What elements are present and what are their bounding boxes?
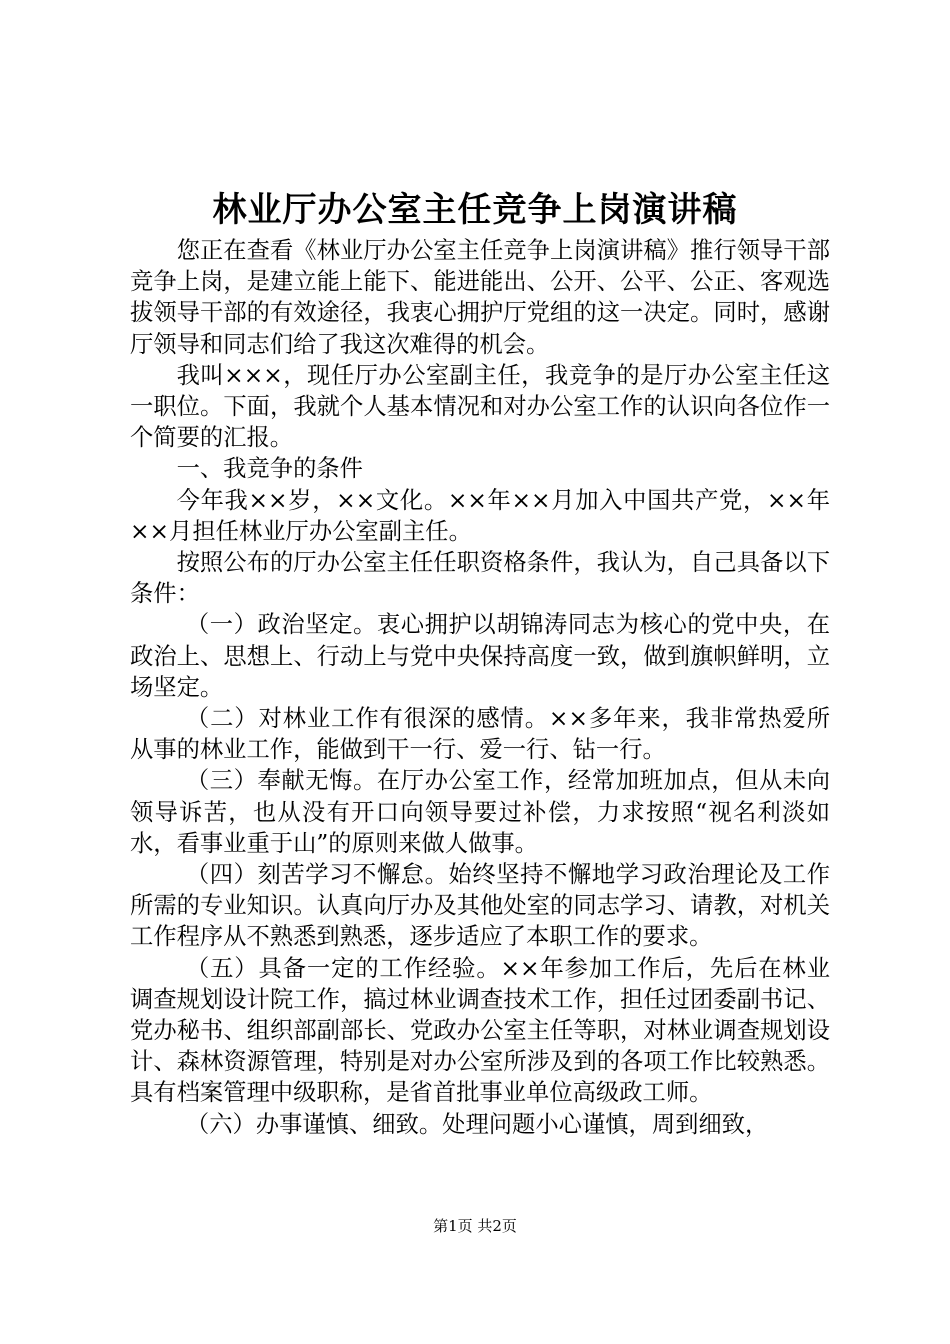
paragraph: 按照公布的厅办公室主任任职资格条件，我认为，自己具备以下条件： xyxy=(130,549,830,608)
section-heading: 一、我竞争的条件 xyxy=(176,455,363,483)
paragraph: 我叫×××，现任厅办公室副主任，我竞争的是厅办公室主任这一职位。下面，我就个人基本情况和对办公室工作的认识向各位作一个简要的汇报。 xyxy=(130,361,830,452)
list-item: （三）奉献无悔。在厅办公室工作，经常加班加点，但从未向领导诉苦，也从没有开口向领导要过补偿，力求按照“视名利淡如水，看事业重于山”的原则来做人做事。 xyxy=(130,767,830,857)
list-item: （二）对林业工作有很深的感情。××多年来，我非常热爱所从事的林业工作，能做到干一行、爱一行、钻一行。 xyxy=(130,705,830,764)
document-title: 林业厅办公室主任竞争上岗演讲稿 xyxy=(212,190,738,230)
page-footer: 第1页 共2页 xyxy=(433,1217,517,1235)
list-item: （六）办事谨慎、细致。处理问题小心谨慎，周到细致， xyxy=(185,1110,769,1138)
paragraph: 今年我××岁，××文化。××年××月加入中国共产党，××年××月担任林业厅办公室副主任。 xyxy=(130,486,830,545)
list-item: （五）具备一定的工作经验。××年参加工作后，先后在林业调查规划设计院工作，搞过林业调查技术工作，担任过团委副书记、党办秘书、组织部副部长、党政办公室主任等职，对林业调查规划设计、森林资源管理，特别是对办公室所涉及到的各项工作比较熟悉。具有档案管理中级职称，是省首批事业单位高级政工师。 xyxy=(130,954,830,1107)
paragraph: 您正在查看《林业厅办公室主任竞争上岗演讲稿》推行领导干部竞争上岗，是建立能上能下、能进能出、公开、公平、公正、客观选拔领导干部的有效途径，我衷心拥护厅党组的这一决定。同时，感谢厅领导和同志们给了我这次难得的机会。 xyxy=(130,237,830,358)
document-body xyxy=(130,235,830,1140)
list-item: （四）刻苦学习不懈怠。始终坚持不懈地学习政治理论及工作所需的专业知识。认真向厅办及其他处室的同志学习、请教，对机关工作程序从不熟悉到熟悉，逐步适应了本职工作的要求。 xyxy=(130,861,830,951)
list-item: （一）政治坚定。衷心拥护以胡锦涛同志为核心的党中央，在政治上、思想上、行动上与党中央保持高度一致，做到旗帜鲜明，立场坚定。 xyxy=(130,611,830,701)
